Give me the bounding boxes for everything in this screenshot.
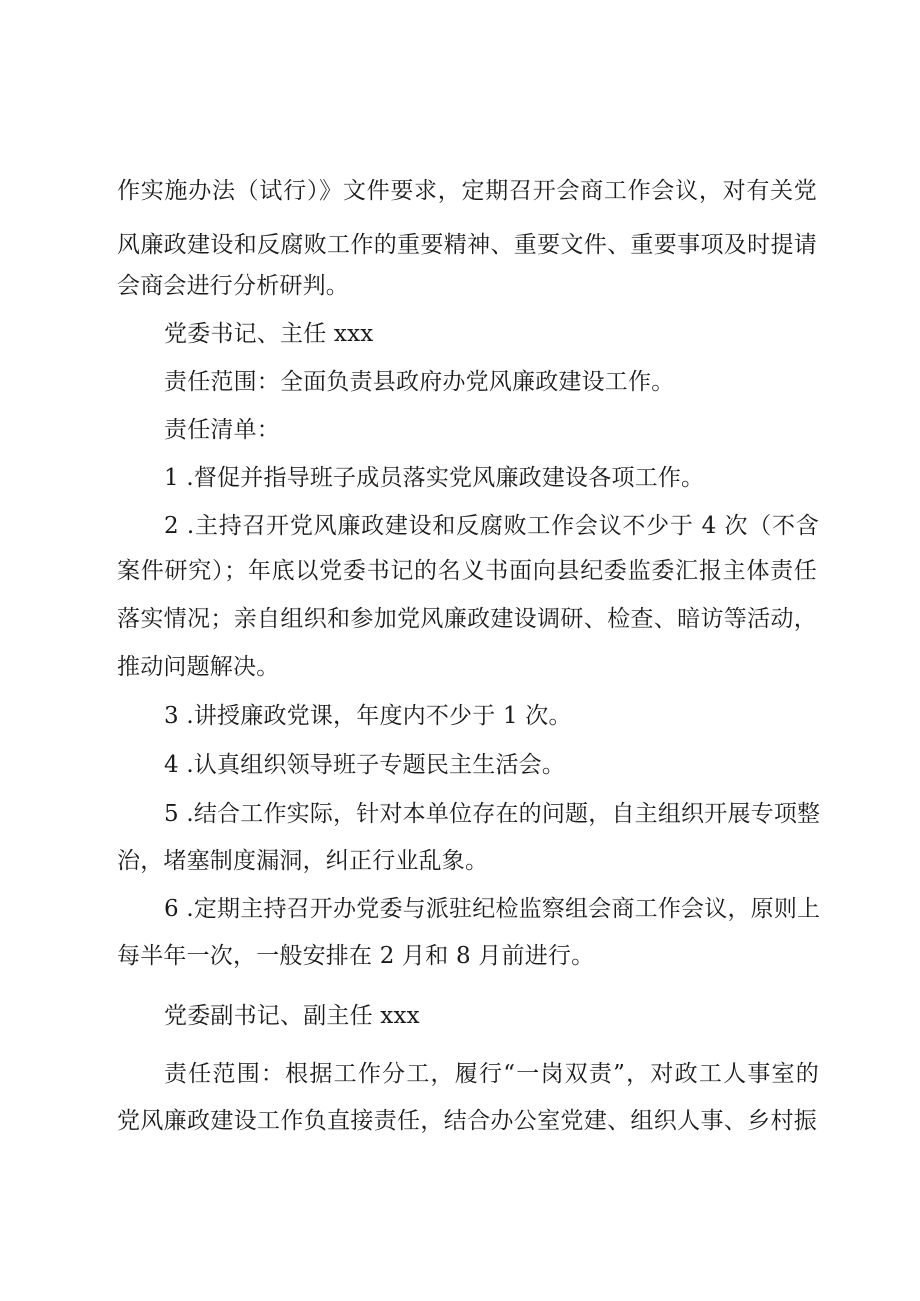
secretary-list-title: 责任清单： [164,417,280,443]
intro-line-1: 作实施办法（试行）》文件要求，定期召开会商工作会议，对有关党 [117,178,817,204]
secretary-item-6-line-2: 每半年一次，一般安排在 2 月和 8 月前进行。 [117,943,595,969]
secretary-item-2-line-2: 案件研究）；年底以党委书记的名义书面向县纪委监委汇报主体责任 [117,558,817,584]
secretary-scope: 责任范围：全面负责县政府办党风廉政建设工作。 [164,369,675,395]
secretary-item-6-line-1: 6 .定期主持召开办党委与派驻纪检监察组会商工作会议，原则上 [164,896,821,922]
deputy-scope-line-2: 党风廉政建设工作负直接责任，结合办公室党建、组织人事、乡村振 [117,1108,817,1134]
secretary-item-3-line-1: 3 .讲授廉政党课，年度内不少于 1 次。 [164,703,572,729]
secretary-item-2-line-3: 落实情况；亲自组织和参加党风廉政建设调研、检查、暗访等活动， [117,606,817,632]
intro-line-3: 会商会进行分析研判。 [117,273,349,299]
secretary-item-5-line-1: 5 .结合工作实际，针对本单位存在的问题，自主组织开展专项整 [164,801,821,827]
intro-line-2: 风廉政建设和反腐败工作的重要精神、重要文件、重要事项及时提请 [117,232,817,258]
secretary-heading: 党委书记、主任 xxx [164,321,374,347]
secretary-item-5-line-2: 治，堵塞制度漏洞，纠正行业乱象。 [117,848,489,874]
secretary-item-4-line-1: 4 .认真组织领导班子专题民主生活会。 [164,752,566,778]
deputy-scope-line-1: 责任范围：根据工作分工，履行“一岗双责”，对政工人事室的 [164,1061,819,1087]
secretary-item-2-line-1: 2 .主持召开党风廉政建设和反腐败工作会议不少于 4 次（不含 [164,513,819,539]
secretary-item-2-line-4: 推动问题解决。 [117,654,280,680]
secretary-item-1-line-1: 1 .督促并指导班子成员落实党风廉政建设各项工作。 [164,465,705,491]
deputy-heading: 党委副书记、副主任 xxx [164,1003,420,1029]
